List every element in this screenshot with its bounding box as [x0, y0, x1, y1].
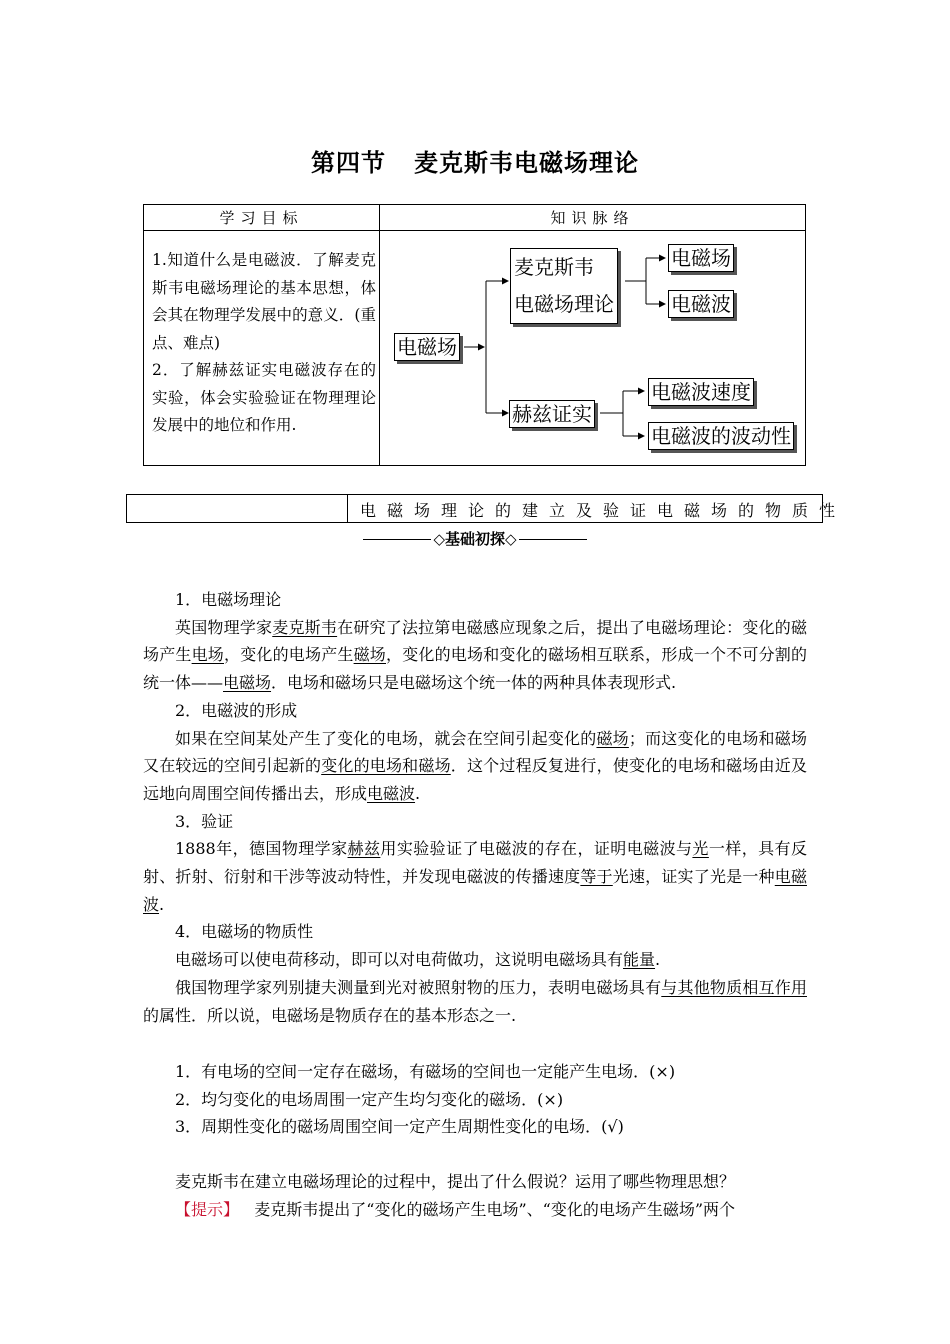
- section-bar-title: 电磁场理论的建立及验证电磁场的物质性: [360, 501, 847, 520]
- judge-item: 1．有电场的空间一定存在磁场，有磁场的空间也一定能产生电场．(×): [175, 1062, 676, 1081]
- paragraph-4a: 电磁场可以使电荷移动，即可以对电荷做功，这说明电磁场具有能量.: [175, 950, 661, 970]
- goal-item: 2．了解赫兹证实电磁波存在的实验，体会实验验证在物理理论发展中的地位和作用.: [152, 361, 376, 434]
- node-hertz: 赫兹证实: [509, 400, 595, 428]
- section-name: 麦克斯韦电磁场理论: [414, 149, 639, 177]
- goals-header: 学习目标: [219, 209, 304, 227]
- node-wave-speed: 电磁波速度: [648, 378, 754, 406]
- paragraph-2: 如果在空间某处产生了变化的电场，就会在空间引起变化的磁场；而这变化的电场和磁场又在较远的空间引起新的变化的电场和磁场．这个过程反复进行，使变化的电场和磁场由近及远地向周围空间传播出去，形成电磁波.: [143, 728, 807, 803]
- basics-heading: ◇基础初探◇: [0, 528, 950, 549]
- content-body: [143, 586, 807, 1029]
- heading-1: 1．电磁场理论: [175, 590, 282, 609]
- node-em-field: 电磁场: [668, 244, 734, 272]
- paragraph-1: 英国物理学家麦克斯韦在研究了法拉第电磁感应现象之后，提出了电磁场理论：变化的磁场产生电场，变化的电场产生磁场，变化的电场和变化的磁场相互联系，形成一个不可分割的统一体——电磁场．电场和磁场只是电磁场这个统一体的两种具体表现形式.: [143, 617, 807, 693]
- question-block: [143, 1168, 807, 1223]
- paragraph-3: 1888年，德国物理学家赫兹用实验验证了电磁波的存在，证明电磁波与光一样，具有反射、折射、衍射和干涉等波动特性，并发现电磁波的传播速度等于光速，证实了光是一种电磁波.: [143, 839, 807, 914]
- section-number: 第四节: [311, 149, 386, 177]
- rule-left: [363, 539, 431, 540]
- question: 麦克斯韦在建立电磁场理论的过程中，提出了什么假说？运用了哪些物理思想？: [175, 1172, 736, 1191]
- section-bar-divider: [347, 495, 348, 522]
- paragraph-4b: 俄国物理学家列别捷夫测量到光对被照射物的压力，表明电磁场具有与其他物质相互作用的属性．所以说，电磁场是物质存在的基本形态之一.: [143, 977, 807, 1025]
- node-em-wave: 电磁波: [668, 290, 734, 318]
- hint-label: 【提示】: [175, 1199, 240, 1219]
- knowledge-header: 知识脉络: [550, 209, 635, 227]
- goals-table: [143, 204, 806, 466]
- heading-3: 3．验证: [175, 811, 234, 831]
- judge-item: 2．均匀变化的电场周围一定产生均匀变化的磁场．(×): [175, 1089, 564, 1109]
- judge-list: [143, 1058, 807, 1141]
- goal-item: 1.知道什么是电磁波．了解麦克斯韦电磁场理论的基本思想，体会其在物理学发展中的意义．(重点、难点): [152, 251, 376, 352]
- hint-text: 麦克斯韦提出了“变化的磁场产生电场”、“变化的电场产生磁场”两个: [254, 1199, 736, 1219]
- heading-4: 4．电磁场的物质性: [175, 922, 314, 942]
- hint-line: [143, 1196, 807, 1224]
- rule-right: [519, 539, 587, 540]
- node-root: 电磁场: [394, 333, 460, 361]
- section-bar: [126, 494, 847, 523]
- node-maxwell: 麦克斯韦 电磁场理论: [510, 248, 618, 324]
- judge-item: 3．周期性变化的磁场周围空间一定产生周期性变化的电场．(√): [175, 1117, 624, 1137]
- node-wave-nature: 电磁波的波动性: [648, 422, 794, 450]
- page-title: [0, 143, 950, 178]
- goals-list: [152, 247, 376, 440]
- heading-2: 2．电磁波的形成: [175, 700, 298, 720]
